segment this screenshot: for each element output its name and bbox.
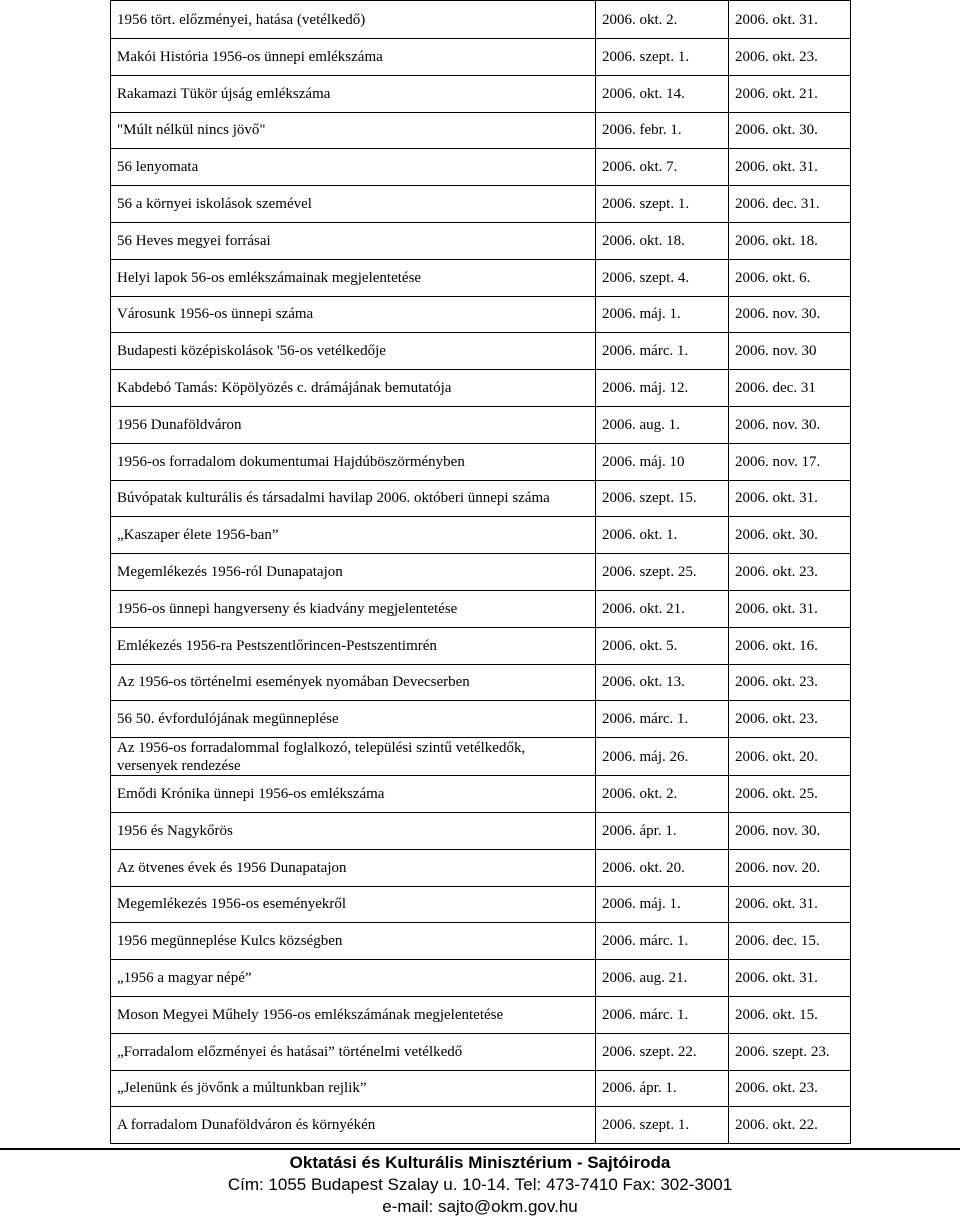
event-title-cell: „Forradalom előzményei és hatásai” történelmi vetélkedő <box>111 1033 596 1070</box>
table-row <box>111 186 851 223</box>
start-date-cell: 2006. máj. 1. <box>596 296 729 333</box>
event-title-cell: 56 50. évfordulójának megünneplése <box>111 701 596 738</box>
table-row <box>111 1 851 39</box>
start-date-cell: 2006. márc. 1. <box>596 333 729 370</box>
end-date-cell: 2006. nov. 30 <box>729 333 851 370</box>
event-title-cell: Kabdebó Tamás: Köpölyözés c. drámájának bemutatója <box>111 370 596 407</box>
event-title-cell: Városunk 1956-os ünnepi száma <box>111 296 596 333</box>
table-row <box>111 443 851 480</box>
table-row <box>111 996 851 1033</box>
event-title-cell: Emlékezés 1956-ra Pestszentlőrincen-Pestszentimrén <box>111 627 596 664</box>
end-date-cell: 2006. okt. 31. <box>729 480 851 517</box>
start-date-cell: 2006. máj. 12. <box>596 370 729 407</box>
table-row <box>111 480 851 517</box>
event-title-cell: Az ötvenes évek és 1956 Dunapatajon <box>111 849 596 886</box>
event-title-cell: Moson Megyei Műhely 1956-os emlékszámának megjelentetése <box>111 996 596 1033</box>
end-date-cell: 2006. okt. 16. <box>729 627 851 664</box>
event-title-cell: Emődi Krónika ünnepi 1956-os emlékszáma <box>111 776 596 813</box>
table-row <box>111 554 851 591</box>
table-row <box>111 112 851 149</box>
start-date-cell: 2006. szept. 4. <box>596 259 729 296</box>
end-date-cell: 2006. okt. 31. <box>729 149 851 186</box>
end-date-cell: 2006. dec. 15. <box>729 923 851 960</box>
start-date-cell: 2006. szept. 1. <box>596 39 729 76</box>
end-date-cell: 2006. okt. 25. <box>729 776 851 813</box>
table-row <box>111 960 851 997</box>
event-title-cell: Az 1956-os történelmi események nyomában Devecserben <box>111 664 596 701</box>
table-row <box>111 149 851 186</box>
event-title-cell: 1956-os forradalom dokumentumai Hajdúböszörményben <box>111 443 596 480</box>
table-row <box>111 517 851 554</box>
table-row <box>111 1070 851 1107</box>
event-title-cell: 1956 megünneplése Kulcs községben <box>111 923 596 960</box>
end-date-cell: 2006. nov. 20. <box>729 849 851 886</box>
event-title-cell: Megemlékezés 1956-ról Dunapatajon <box>111 554 596 591</box>
end-date-cell: 2006. dec. 31 <box>729 370 851 407</box>
end-date-cell: 2006. nov. 30. <box>729 296 851 333</box>
start-date-cell: 2006. szept. 1. <box>596 186 729 223</box>
event-title-cell: Rakamazi Tükör újság emlékszáma <box>111 75 596 112</box>
event-title-cell: 56 lenyomata <box>111 149 596 186</box>
table-row <box>111 222 851 259</box>
table-row <box>111 333 851 370</box>
table-row <box>111 886 851 923</box>
start-date-cell: 2006. márc. 1. <box>596 996 729 1033</box>
table-row <box>111 627 851 664</box>
end-date-cell: 2006. okt. 23. <box>729 1070 851 1107</box>
table-row <box>111 812 851 849</box>
table-row <box>111 370 851 407</box>
event-title-cell: 1956-os ünnepi hangverseny és kiadvány megjelentetése <box>111 590 596 627</box>
footer-email: e-mail: sajto@okm.gov.hu <box>382 1197 578 1216</box>
end-date-cell: 2006. okt. 18. <box>729 222 851 259</box>
table-row <box>111 259 851 296</box>
table-row <box>111 776 851 813</box>
table-row <box>111 701 851 738</box>
end-date-cell: 2006. okt. 20. <box>729 738 851 776</box>
table-row <box>111 39 851 76</box>
events-table <box>110 0 851 1144</box>
table-row <box>111 664 851 701</box>
start-date-cell: 2006. okt. 7. <box>596 149 729 186</box>
end-date-cell: 2006. szept. 23. <box>729 1033 851 1070</box>
event-title-cell: „1956 a magyar népé” <box>111 960 596 997</box>
footer-address: Cím: 1055 Budapest Szalay u. 10-14. Tel: 473-7410 Fax: 302-3001 <box>227 1175 733 1194</box>
table-row <box>111 738 851 776</box>
event-title-cell: 1956 és Nagykőrös <box>111 812 596 849</box>
start-date-cell: 2006. okt. 13. <box>596 664 729 701</box>
start-date-cell: 2006. ápr. 1. <box>596 812 729 849</box>
start-date-cell: 2006. szept. 25. <box>596 554 729 591</box>
event-title-cell: 56 Heves megyei forrásai <box>111 222 596 259</box>
start-date-cell: 2006. máj. 10 <box>596 443 729 480</box>
end-date-cell: 2006. okt. 31. <box>729 1 851 39</box>
footer-organization: Oktatási és Kulturális Minisztérium - Sajtóiroda <box>289 1153 671 1172</box>
start-date-cell: 2006. febr. 1. <box>596 112 729 149</box>
start-date-cell: 2006. szept. 15. <box>596 480 729 517</box>
table-row <box>111 590 851 627</box>
end-date-cell: 2006. okt. 31. <box>729 886 851 923</box>
start-date-cell: 2006. okt. 14. <box>596 75 729 112</box>
table-row <box>111 1107 851 1144</box>
end-date-cell: 2006. okt. 31. <box>729 960 851 997</box>
event-title-cell: 1956 tört. előzményei, hatása (vetélkedő) <box>111 1 596 39</box>
table-row <box>111 406 851 443</box>
start-date-cell: 2006. okt. 20. <box>596 849 729 886</box>
event-title-cell: Makói História 1956-os ünnepi emlékszáma <box>111 39 596 76</box>
table-row <box>111 75 851 112</box>
end-date-cell: 2006. okt. 30. <box>729 112 851 149</box>
end-date-cell: 2006. okt. 23. <box>729 664 851 701</box>
start-date-cell: 2006. okt. 2. <box>596 1 729 39</box>
start-date-cell: 2006. okt. 21. <box>596 590 729 627</box>
start-date-cell: 2006. márc. 1. <box>596 923 729 960</box>
table-row <box>111 923 851 960</box>
end-date-cell: 2006. dec. 31. <box>729 186 851 223</box>
event-title-cell: "Múlt nélkül nincs jövő" <box>111 112 596 149</box>
event-title-cell: Búvópatak kulturális és társadalmi havilap 2006. októberi ünnepi száma <box>111 480 596 517</box>
end-date-cell: 2006. okt. 31. <box>729 590 851 627</box>
event-title-cell: 1956 Dunaföldváron <box>111 406 596 443</box>
event-title-cell: Helyi lapok 56-os emlékszámainak megjelentetése <box>111 259 596 296</box>
end-date-cell: 2006. okt. 6. <box>729 259 851 296</box>
start-date-cell: 2006. aug. 1. <box>596 406 729 443</box>
start-date-cell: 2006. okt. 5. <box>596 627 729 664</box>
start-date-cell: 2006. szept. 22. <box>596 1033 729 1070</box>
end-date-cell: 2006. okt. 23. <box>729 701 851 738</box>
event-title-cell: Az 1956-os forradalommal foglalkozó, települési szintű vetélkedők, versenyek rendezése <box>111 738 596 776</box>
event-title-cell: „Kaszaper élete 1956-ban” <box>111 517 596 554</box>
start-date-cell: 2006. okt. 1. <box>596 517 729 554</box>
end-date-cell: 2006. okt. 23. <box>729 39 851 76</box>
start-date-cell: 2006. máj. 26. <box>596 738 729 776</box>
event-title-cell: A forradalom Dunaföldváron és környékén <box>111 1107 596 1144</box>
events-table-body <box>111 1 851 1144</box>
start-date-cell: 2006. máj. 1. <box>596 886 729 923</box>
start-date-cell: 2006. okt. 18. <box>596 222 729 259</box>
event-title-cell: Megemlékezés 1956-os eseményekről <box>111 886 596 923</box>
start-date-cell: 2006. ápr. 1. <box>596 1070 729 1107</box>
table-row <box>111 849 851 886</box>
end-date-cell: 2006. nov. 17. <box>729 443 851 480</box>
end-date-cell: 2006. nov. 30. <box>729 406 851 443</box>
table-row <box>111 296 851 333</box>
event-title-cell: „Jelenünk és jövőnk a múltunkban rejlik” <box>111 1070 596 1107</box>
end-date-cell: 2006. okt. 15. <box>729 996 851 1033</box>
page-footer <box>0 1148 960 1218</box>
event-title-cell: 56 a környei iskolások szemével <box>111 186 596 223</box>
start-date-cell: 2006. szept. 1. <box>596 1107 729 1144</box>
event-title-cell: Budapesti középiskolások '56-os vetélkedője <box>111 333 596 370</box>
start-date-cell: 2006. márc. 1. <box>596 701 729 738</box>
end-date-cell: 2006. okt. 30. <box>729 517 851 554</box>
end-date-cell: 2006. okt. 21. <box>729 75 851 112</box>
table-row <box>111 1033 851 1070</box>
start-date-cell: 2006. aug. 21. <box>596 960 729 997</box>
end-date-cell: 2006. nov. 30. <box>729 812 851 849</box>
start-date-cell: 2006. okt. 2. <box>596 776 729 813</box>
end-date-cell: 2006. okt. 22. <box>729 1107 851 1144</box>
end-date-cell: 2006. okt. 23. <box>729 554 851 591</box>
